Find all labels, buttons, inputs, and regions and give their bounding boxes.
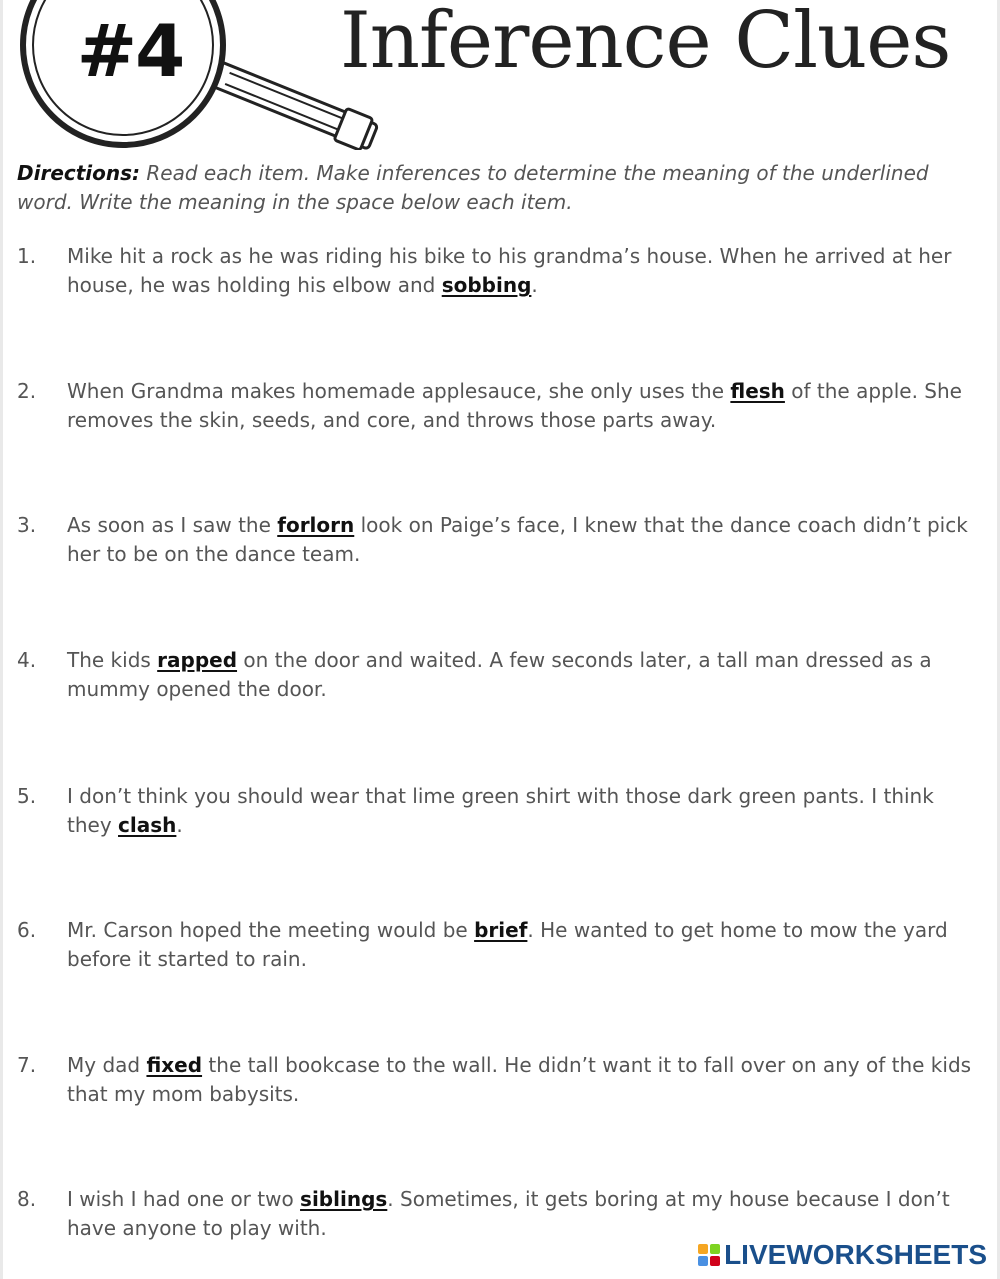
- vocabulary-word: flesh: [730, 379, 785, 403]
- logo-square: [698, 1244, 708, 1254]
- question-text-after: on the door and waited. A few seconds later, a tall man dressed as a mummy opened the door.: [67, 648, 932, 701]
- question-text-after: .: [531, 273, 538, 297]
- vocabulary-word: sobbing: [441, 273, 532, 297]
- page-title: Inference Clues: [340, 0, 951, 86]
- question-text-before: I don’t think you should wear that lime green shirt with those dark green pants. I think they: [67, 784, 934, 837]
- liveworksheets-logo: [698, 1237, 987, 1273]
- question-text-after: of the apple. She removes the skin, seeds, and core, and throws those parts away.: [67, 379, 962, 432]
- vocabulary-word: clash: [118, 813, 177, 837]
- logo-grid-icon: [698, 1244, 720, 1266]
- worksheet-page: [3, 0, 997, 1279]
- question-number: 1.: [17, 244, 37, 268]
- question-text-after: . Sometimes, it gets boring at my house because I don’t have anyone to play with.: [67, 1187, 950, 1240]
- vocabulary-word: fixed: [146, 1053, 203, 1077]
- question-text-after: . He wanted to get home to mow the yard before it started to rain.: [67, 918, 948, 971]
- question-number: 2.: [17, 379, 37, 403]
- question-text: [67, 377, 982, 435]
- question-number: 7.: [17, 1053, 37, 1077]
- question-text-before: The kids: [67, 648, 158, 672]
- question-text: [67, 916, 982, 974]
- question-text-after: the tall bookcase to the wall. He didn’t want it to fall over on any of the kids that my mom babysits.: [67, 1053, 972, 1106]
- question-text-before: Mr. Carson hoped the meeting would be: [67, 918, 475, 942]
- question-text: [67, 646, 982, 704]
- question-text: [67, 511, 982, 569]
- question-text-before: I wish I had one or two: [67, 1187, 301, 1211]
- vocabulary-word: brief: [474, 918, 528, 942]
- question-number: 6.: [17, 918, 37, 942]
- logo-text: LIVEWORKSHEETS: [724, 1239, 987, 1270]
- logo-square: [710, 1244, 720, 1254]
- question-text-before: As soon as I saw the: [67, 513, 278, 537]
- logo-square: [710, 1256, 720, 1266]
- vocabulary-word: rapped: [157, 648, 238, 672]
- directions-text: Read each item. Make inferences to determine the meaning of the underlined word. Write the meaning in the space below each item.: [17, 161, 929, 214]
- question-text-after: look on Paige’s face, I knew that the dance coach didn’t pick her to be on the dance team.: [67, 513, 968, 566]
- question-text: [67, 242, 982, 300]
- question-text: [67, 1185, 982, 1243]
- vocabulary-word: forlorn: [277, 513, 355, 537]
- vocabulary-word: siblings: [300, 1187, 388, 1211]
- question-text: [67, 1051, 982, 1109]
- question-number: 5.: [17, 784, 37, 808]
- question-text-before: When Grandma makes homemade applesauce, she only uses the: [67, 379, 731, 403]
- logo-square: [698, 1256, 708, 1266]
- magnifying-glass-badge: [3, 0, 383, 150]
- question-number: 3.: [17, 513, 37, 537]
- question-text-after: .: [176, 813, 183, 837]
- question-text-before: My dad: [67, 1053, 147, 1077]
- question-text-before: Mike hit a rock as he was riding his bike to his grandma’s house. When he arrived at her house, he was holding his elbow and: [67, 244, 952, 297]
- directions-label: Directions:: [17, 161, 141, 185]
- question-number: 8.: [17, 1187, 37, 1211]
- directions: [17, 159, 989, 217]
- worksheet-number: #4: [76, 9, 184, 93]
- question-number: 4.: [17, 648, 37, 672]
- question-text: [67, 782, 982, 840]
